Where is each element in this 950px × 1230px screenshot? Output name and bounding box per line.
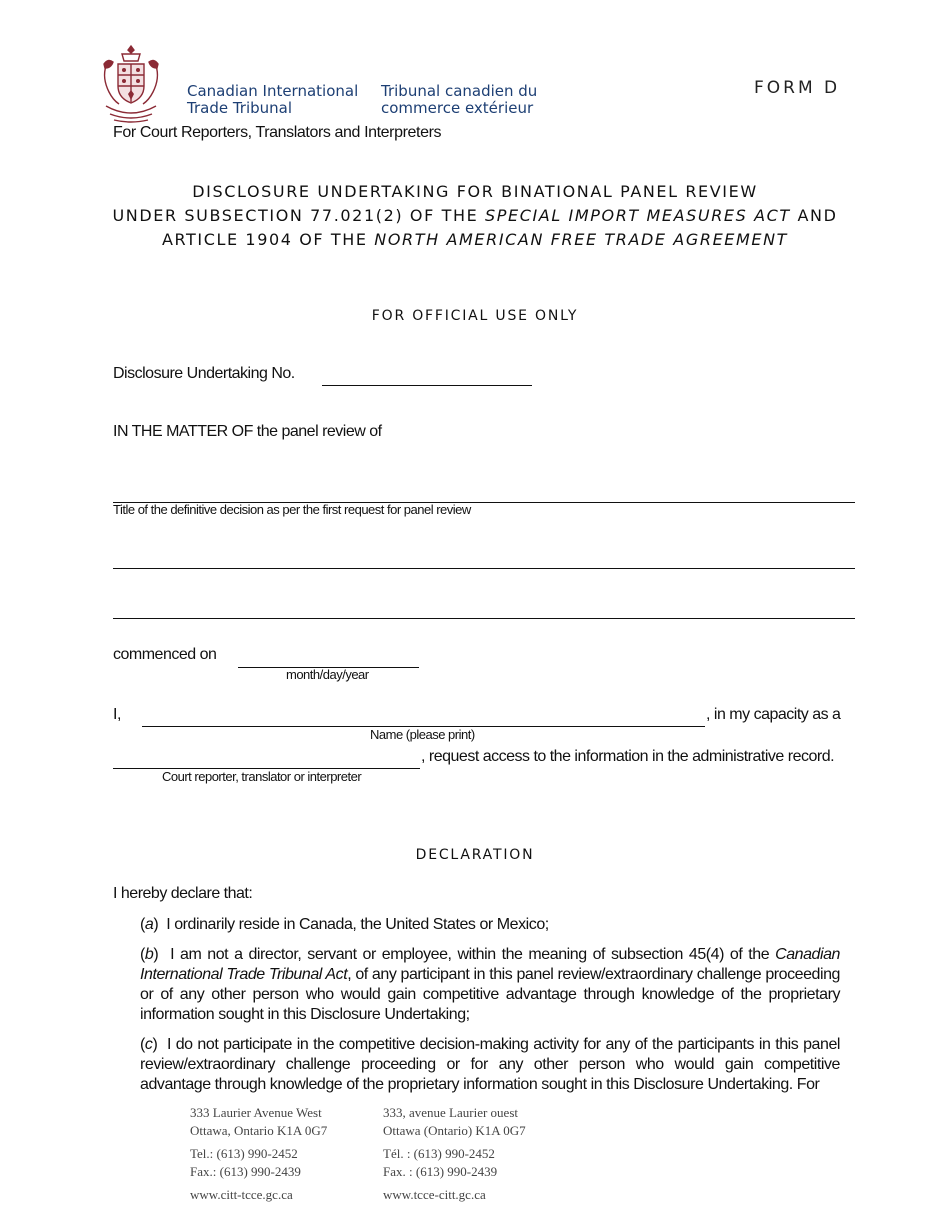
- item-b-text-end: , of any participant in this panel review/extraordinary challenge proceeding or of any other person who would gain competitive advantage through knowledge of the proprietary information sought in this Disclosure Undertaking;: [140, 966, 840, 1023]
- footer-en-postal: K1A 0G7: [277, 1122, 328, 1138]
- footer-en-city-name: Ottawa, Ontario: [190, 1122, 278, 1138]
- item-b-act-name: Canadian International Trade Tribunal Act: [140, 946, 840, 983]
- footer-address-fr: [383, 1104, 526, 1204]
- declaration-intro: I hereby declare that:: [113, 885, 253, 902]
- undertaking-no-field[interactable]: [322, 385, 532, 386]
- footer-fr-street: 333, avenue Laurier ouest: [383, 1105, 519, 1120]
- item-a-text: I ordinarily reside in Canada, the United States or Mexico;: [166, 916, 549, 933]
- footer-en-web-link[interactable]: www.citt-tcce.gc.ca: [190, 1187, 293, 1202]
- declaration-item-a: (a) I ordinarily reside in Canada, the United States or Mexico;: [140, 916, 549, 933]
- org-name-fr-line2: commerce extérieur: [381, 99, 534, 117]
- item-a-letter: a: [144, 916, 154, 933]
- capacity-text: , in my capacity as a: [706, 706, 841, 723]
- document-title: [60, 180, 890, 252]
- declaration-item-c: (c) I do not participate in the competitive decision-making activity for any of the participants in this panel review/extraordinary challenge proceeding or for any other person who would gain competitive advantage through knowledge of the proprietary information sought in this Disclosure Undertaking. For: [140, 1036, 841, 1093]
- decision-title-field-line-3[interactable]: [113, 618, 855, 619]
- official-use-heading: FOR OFFICIAL USE ONLY: [371, 308, 579, 324]
- org-name-en-line1: Canadian International: [187, 82, 359, 100]
- footer-en-city: [190, 1122, 327, 1140]
- footer-fr-web-link[interactable]: www.tcce-citt.gc.ca: [383, 1187, 486, 1202]
- item-c-text: I do not participate in the competitive decision-making activity for any of the participants in this panel review/extraordinary challenge proceeding or for any other person who would gain competitive advantage through knowledge of the proprietary information sought in this Disclosure Undertaking. For: [140, 1036, 841, 1093]
- title-line-2-end: AND: [790, 206, 838, 225]
- title-line-1: DISCLOSURE UNDERTAKING FOR BINATIONAL PANEL REVIEW: [192, 182, 758, 201]
- footer-fr-city: [383, 1122, 526, 1140]
- decision-title-caption: Title of the definitive decision as per the first request for panel review: [113, 502, 471, 517]
- date-caption: month/day/year: [286, 667, 369, 682]
- item-c-letter: c: [144, 1036, 153, 1053]
- title-act-name: SPECIAL IMPORT MEASURES ACT: [484, 206, 791, 225]
- org-name-fr-line1: Tribunal canadien du: [381, 82, 538, 100]
- footer-address-en: [190, 1104, 327, 1204]
- title-line-3: [60, 228, 890, 252]
- item-b-text: I am not a director, servant or employee, within the meaning of subsection 45(4) of the: [170, 946, 776, 963]
- footer-en-tel: Tel.: (613) 990-2452: [190, 1146, 298, 1161]
- declaration-heading: DECLARATION: [415, 847, 535, 863]
- i-label: I,: [113, 706, 121, 723]
- footer-en-fax: Fax.: (613) 990-2439: [190, 1163, 301, 1179]
- undertaking-no-label: Disclosure Undertaking No.: [113, 365, 295, 382]
- title-line-2-text: UNDER SUBSECTION 77.021(2) OF THE: [112, 206, 485, 225]
- title-line-3-text: ARTICLE 1904 OF THE: [161, 230, 375, 249]
- title-agreement-name: NORTH AMERICAN FREE TRADE AGREEMENT: [374, 230, 789, 249]
- footer-en-street: 333 Laurier Avenue West: [190, 1105, 322, 1120]
- declaration-item-b: (b) I am not a director, servant or employee, within the meaning of subsection 45(4) of the Canadian International Trade Tribunal Act, of any participant in this panel review/extraordinary challenge proceeding or of any other person who would gain competitive advantage through knowledge of the proprietary information sought in this Disclosure Undertaking;: [140, 946, 840, 1023]
- item-b-letter: b: [144, 946, 154, 963]
- footer-fr-tel: Tél. : (613) 990-2452: [383, 1146, 495, 1161]
- decision-title-field-line-2[interactable]: [113, 568, 855, 569]
- request-text: , request access to the information in the administrative record.: [421, 748, 835, 765]
- footer-fr-postal: K1A 0G7: [475, 1122, 526, 1138]
- footer-fr-fax: Fax. : (613) 990-2439: [383, 1163, 498, 1179]
- org-name-en-line2: Trade Tribunal: [187, 99, 293, 117]
- title-line-2: [60, 204, 890, 228]
- org-name-fr: [381, 83, 537, 117]
- org-name-en: [187, 83, 358, 117]
- form-subtitle: For Court Reporters, Translators and Interpreters: [113, 124, 442, 141]
- coat-of-arms-icon: [100, 44, 162, 124]
- name-caption: Name (please print): [370, 727, 475, 742]
- form-label: FORM D: [754, 78, 841, 98]
- commenced-label: commenced on: [113, 646, 217, 663]
- matter-label: IN THE MATTER OF the panel review of: [113, 423, 382, 440]
- role-caption: Court reporter, translator or interpreter: [162, 769, 362, 784]
- footer-fr-city-name: Ottawa (Ontario): [383, 1122, 476, 1138]
